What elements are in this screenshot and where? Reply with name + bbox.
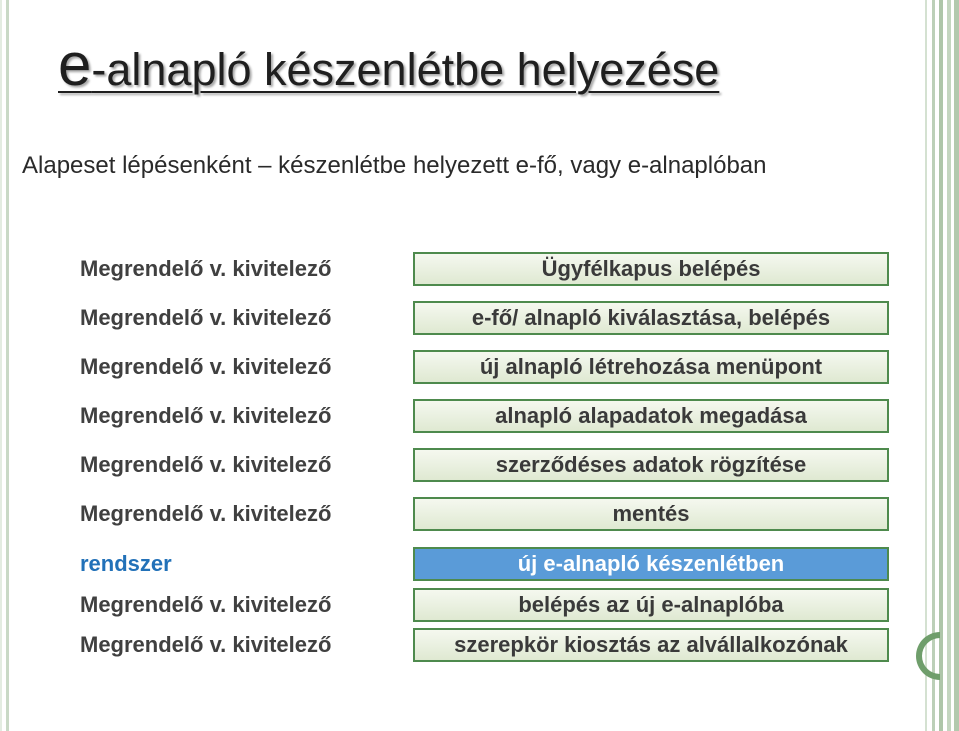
page-title [58, 30, 719, 99]
step-actor: Megrendelő v. kivitelező [80, 592, 332, 617]
step-actor: Megrendelő v. kivitelező [80, 501, 332, 526]
decorative-circle-icon [916, 632, 940, 680]
step-box: mentés [413, 497, 889, 531]
step-box: szerződéses adatok rögzítése [413, 448, 889, 482]
step-box: új alnapló létrehozása menüpont [413, 350, 889, 384]
step-box: szerepkör kiosztás az alvállalkozónak [413, 628, 889, 662]
step-actor: Megrendelő v. kivitelező [80, 403, 332, 428]
step-box: e-fő/ alnapló kiválasztása, belépés [413, 301, 889, 335]
step-actor: Megrendelő v. kivitelező [80, 354, 332, 379]
step-row [0, 547, 900, 581]
step-row [0, 628, 900, 662]
step-box: alnapló alapadatok megadása [413, 399, 889, 433]
title-first-letter: e [58, 31, 92, 98]
step-row [0, 301, 900, 335]
title-rest: -alnapló készenlétbe helyezése [91, 44, 720, 95]
step-actor: Megrendelő v. kivitelező [80, 632, 332, 657]
step-box-highlighted: új e-alnapló készenlétben [413, 547, 889, 581]
step-row [0, 497, 900, 531]
step-row [0, 350, 900, 384]
step-actor-system: rendszer [80, 551, 172, 576]
frame-right-line [925, 0, 927, 731]
step-actor: Megrendelő v. kivitelező [80, 452, 332, 477]
frame-right-stripes [929, 0, 959, 731]
step-row [0, 588, 900, 622]
step-actor: Megrendelő v. kivitelező [80, 256, 332, 281]
subtitle: Alapeset lépésenként – készenlétbe helyezett e-fő, vagy e-alnaplóban [22, 152, 767, 179]
step-row [0, 252, 900, 286]
step-row [0, 448, 900, 482]
step-box: Ügyfélkapus belépés [413, 252, 889, 286]
step-row [0, 399, 900, 433]
step-box: belépés az új e-alnaplóba [413, 588, 889, 622]
step-actor: Megrendelő v. kivitelező [80, 305, 332, 330]
